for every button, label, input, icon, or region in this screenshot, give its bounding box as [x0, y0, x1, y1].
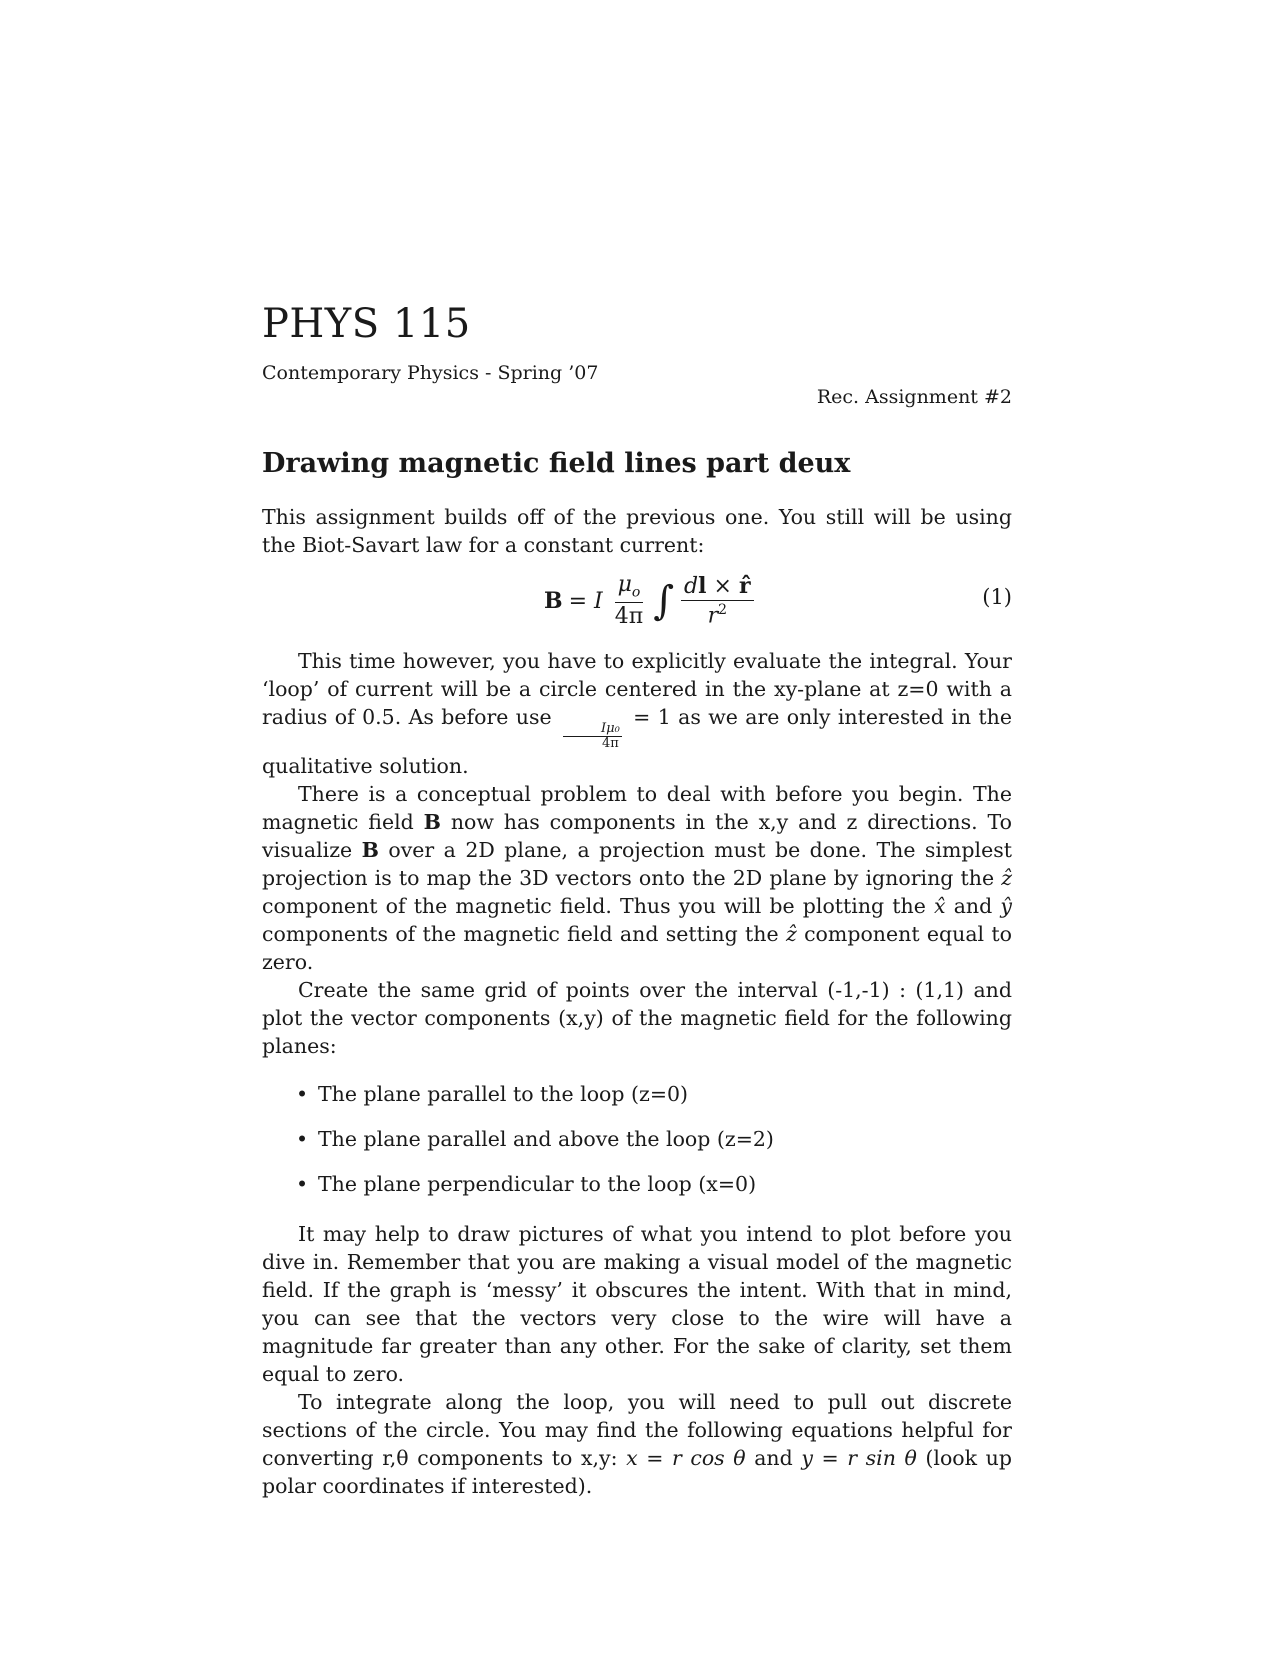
paragraph-projection: There is a conceptual problem to deal with before you begin. The magnetic field B now has components in the x,y and z directions. To visualize B over a 2D plane, a projection must be done. The simplest projection is to map the 3D vectors onto the 2D plane by ignoring the ẑ component of the magnetic field. Thus you will be plotting the x̂ and ŷ components of the magnetic field and setting the ẑ component equal to zero.	[262, 781, 1012, 974]
polar-x-equation: x = r cos θ	[626, 1445, 746, 1470]
planes-list	[262, 1080, 1012, 1198]
mu-over-4pi: $\frac{\mu_o}{4\pi}$	[614, 572, 644, 629]
equation-number: (1)	[982, 585, 1012, 609]
equals-current: = I	[568, 588, 603, 614]
paragraph-grid: Create the same grid of points over the interval (-1,-1) : (1,1) and plot the vector components (x,y) of the magnetic field for the following planes:	[262, 977, 1012, 1058]
field-symbol: B	[544, 588, 563, 614]
assignment-label: Rec. Assignment #2	[816, 386, 1012, 408]
course-subtitle: Contemporary Physics - Spring ’07	[262, 362, 599, 384]
document-page	[262, 300, 1012, 1500]
integrand-fraction: $\frac{dl \times r̂}{r^2}$	[681, 574, 753, 629]
integral-sign: ∫	[653, 578, 675, 624]
list-item: • The plane parallel and above the loop (z=2)	[262, 1125, 1012, 1153]
polar-y-equation: y = r sin θ	[801, 1445, 917, 1470]
paragraph-evaluate-integral: This time however, you have to explicitly evaluate the integral. Your ‘loop’ of current will be a circle centered in the xy-plane at z=0 with a radius of 0.5. As before use $\frac{\text{Iμ₀}}{4\pi}$ = 1 as we are only interested in the qualitative solution.	[262, 649, 1012, 778]
equation-body	[544, 569, 757, 633]
inline-fraction: $\frac{\text{Iμ₀}}{4\pi}$	[563, 722, 622, 752]
list-item: • The plane perpendicular to the loop (x=0)	[262, 1170, 1012, 1198]
paragraph-draw-pictures: It may help to draw pictures of what you intend to plot before you dive in. Remember that you are making a visual model of the magnetic field. If the graph is ‘messy’ it obscures the intent. With that in mind, you can see that the vectors very close to the wire will have a magnitude far greater than any other. For the sake of clarity, set them equal to zero.	[262, 1221, 1012, 1386]
list-item: • The plane parallel to the loop (z=0)	[262, 1080, 1012, 1108]
course-title: PHYS 115	[262, 301, 471, 347]
intro-paragraph: This assignment builds off of the previous one. You still will be using the Biot-Savart law for a constant current:	[262, 505, 1012, 557]
biot-savart-equation	[262, 565, 1012, 641]
paragraph-integrate-loop: To integrate along the loop, you will need to pull out discrete sections of the circle. You may find the following equations helpful for converting r,θ components to x,y: x = r cos θ and y = r sin θ (look up polar coordinates if interested).	[262, 1389, 1012, 1498]
section-title: Drawing magnetic field lines part deux	[262, 448, 851, 479]
